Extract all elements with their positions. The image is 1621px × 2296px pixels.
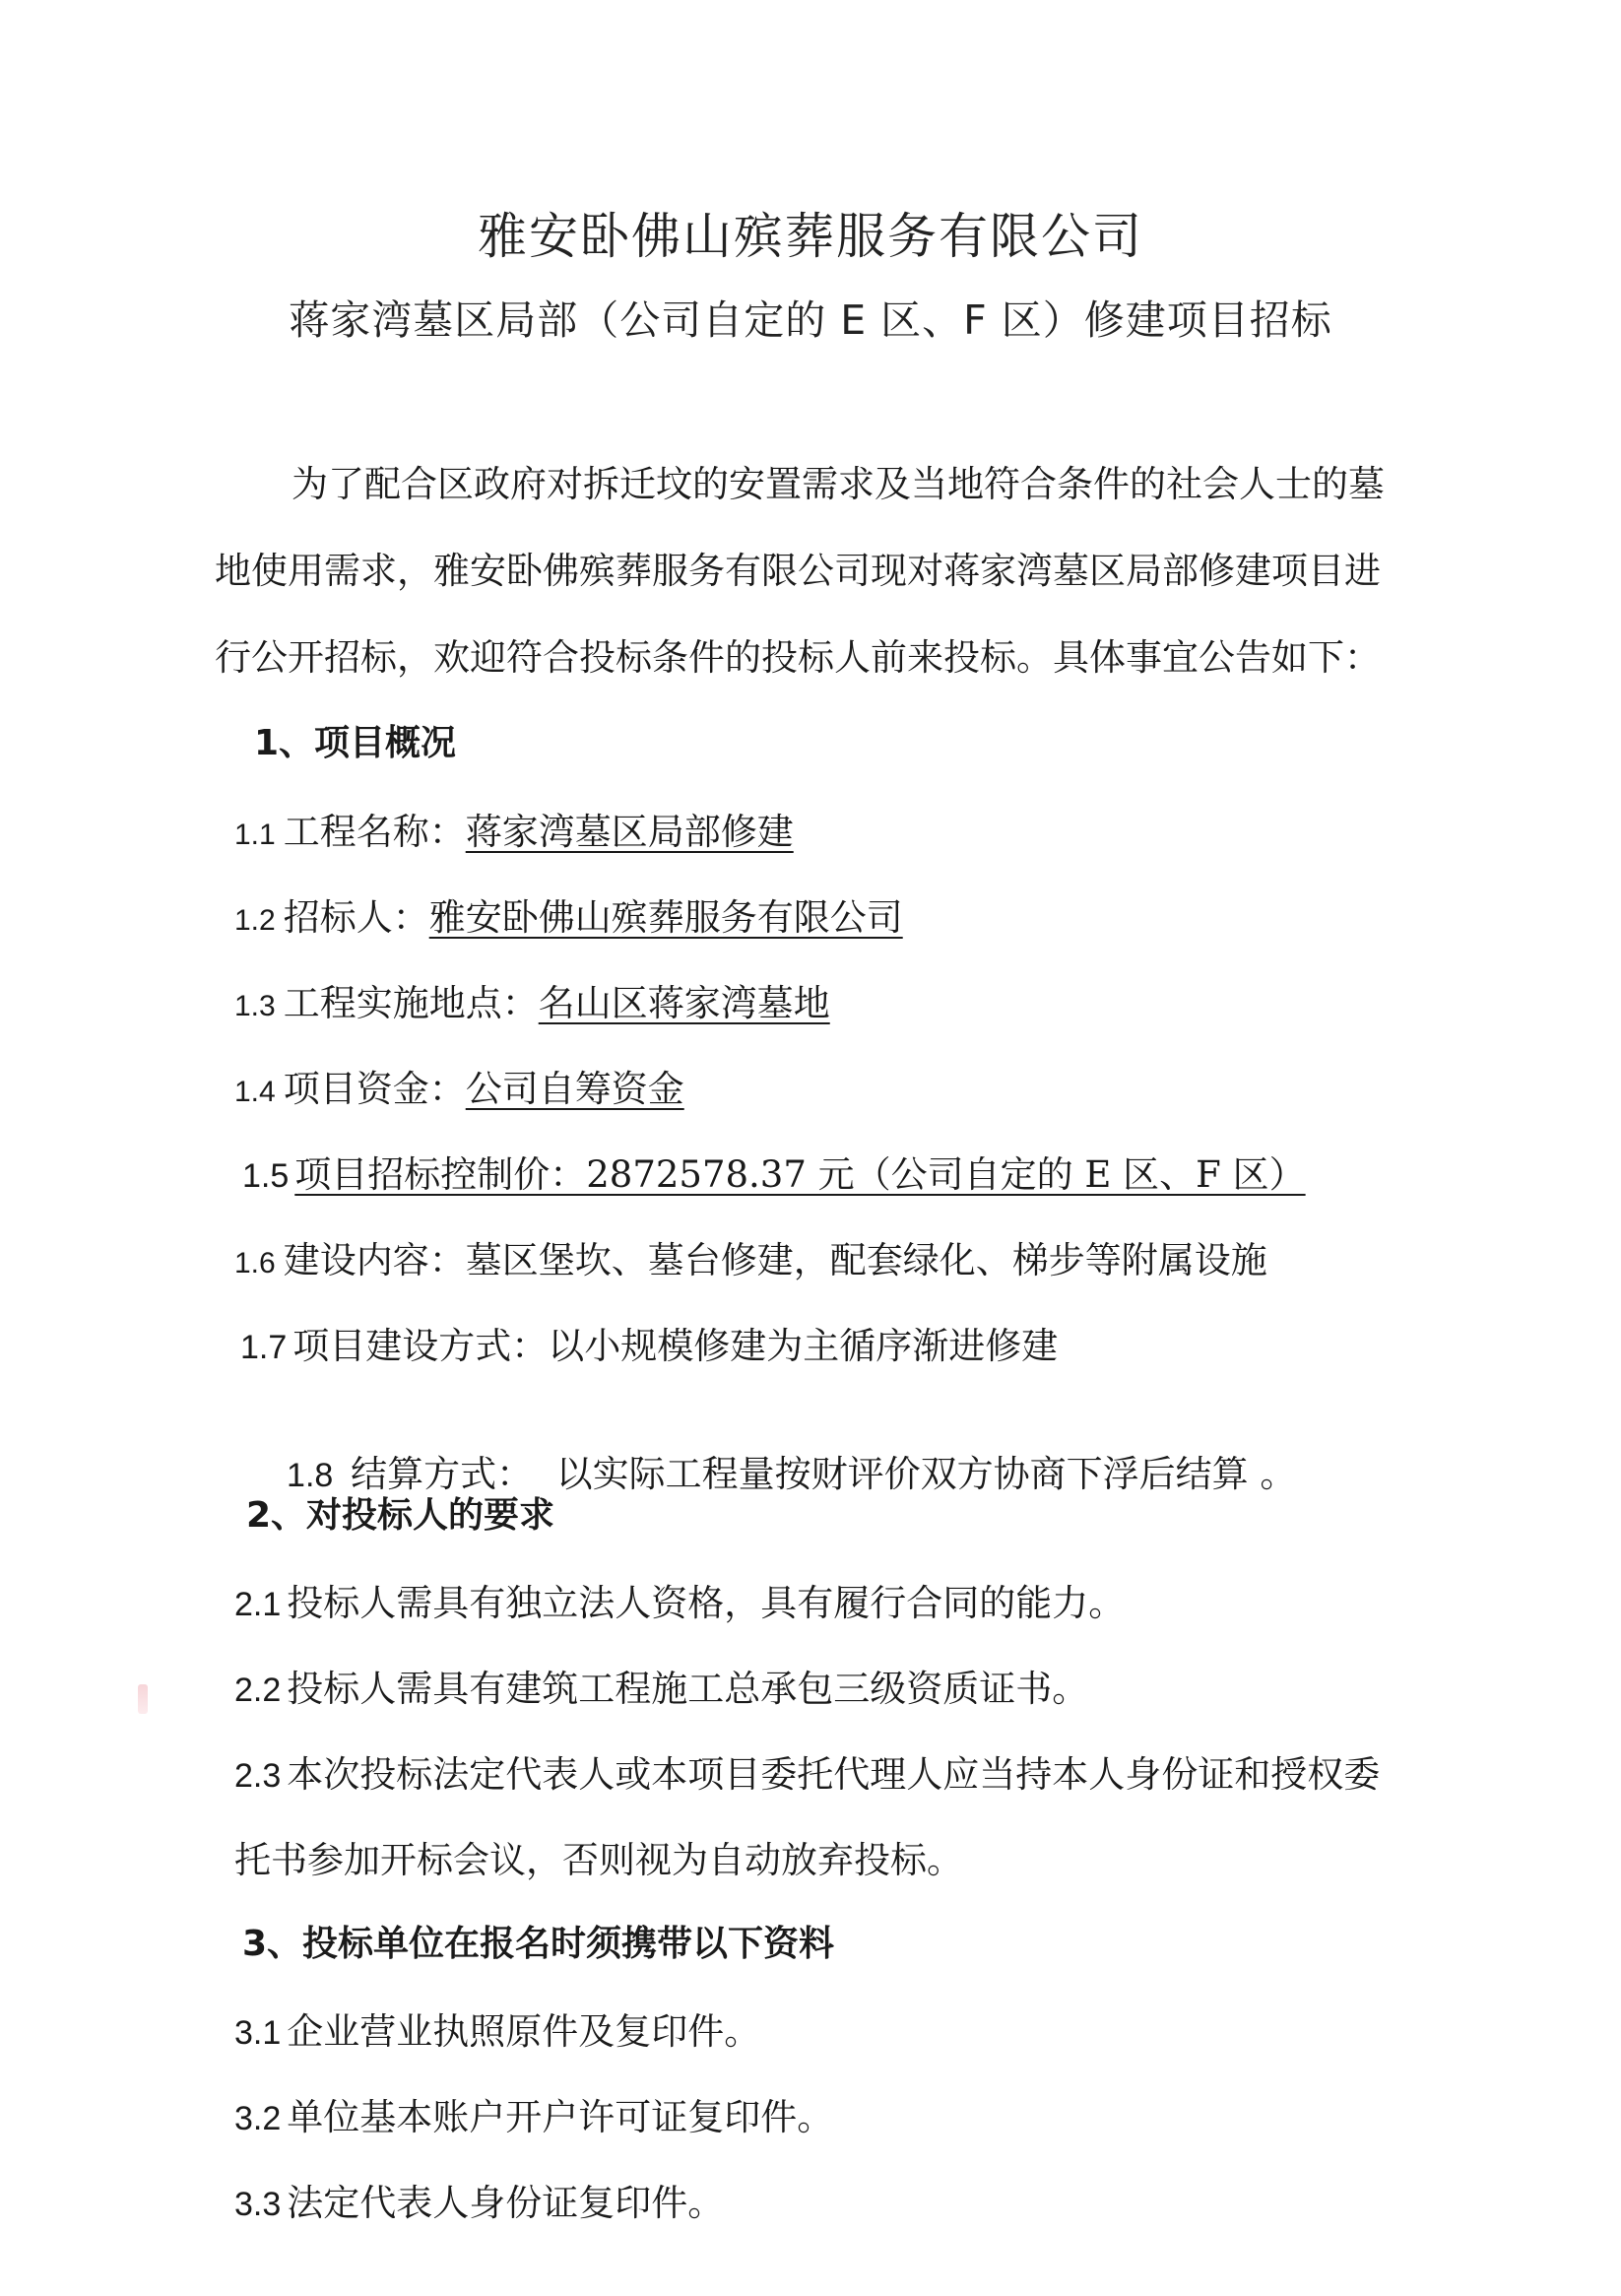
item-number: 3.3 bbox=[234, 2186, 282, 2223]
item-label: 项目建设方式： bbox=[292, 1325, 549, 1367]
item-value: 以实际工程量按财评价双方协商下浮后结算 。 bbox=[533, 1453, 1297, 1495]
item-text: 投标人需具有独立法人资格，具有履行合同的能力。 bbox=[287, 1582, 1126, 1624]
item-number: 1.6 bbox=[234, 1247, 276, 1279]
list-item bbox=[234, 2001, 760, 2055]
item-value: 以小规模修建为主循序渐进修建 bbox=[548, 1325, 1059, 1367]
item-label: 工程名称： bbox=[283, 811, 466, 853]
item-number: 1.4 bbox=[234, 1076, 276, 1108]
item-number: 1.5 bbox=[242, 1157, 290, 1195]
item-number: 3.2 bbox=[234, 2100, 282, 2137]
list-item bbox=[234, 2173, 724, 2226]
item-number: 1.8 bbox=[287, 1457, 334, 1494]
item-text: 本次投标法定代表人或本项目委托代理人应当持本人身份证和授权委 bbox=[287, 1753, 1381, 1796]
list-item bbox=[240, 1316, 1058, 1369]
item-number: 1.2 bbox=[234, 904, 276, 937]
list-item bbox=[234, 1659, 1088, 1712]
item-text: 企业营业执照原件及复印件。 bbox=[287, 2010, 761, 2053]
intro-paragraph bbox=[215, 441, 1436, 701]
list-item bbox=[234, 2087, 833, 2140]
item-value: 项目招标控制价：2872578.37 元（公司自定的 E 区、F 区） bbox=[294, 1153, 1306, 1196]
section-heading: 2、对投标人的要求 bbox=[246, 1495, 555, 1536]
company-title: 雅安卧佛山殡葬服务有限公司 bbox=[478, 208, 1143, 265]
list-item bbox=[234, 1744, 1380, 1798]
item-label: 招标人： bbox=[283, 896, 429, 939]
item-number: 3.1 bbox=[234, 2014, 282, 2052]
item-label: 工程实施地点： bbox=[283, 982, 539, 1024]
scan-speck bbox=[138, 1684, 148, 1714]
item-value: 雅安卧佛山殡葬服务有限公司 bbox=[428, 896, 903, 939]
list-item bbox=[234, 1230, 1267, 1283]
list-item bbox=[234, 973, 830, 1026]
item-number: 2.2 bbox=[234, 1672, 282, 1709]
item-number: 1.7 bbox=[240, 1329, 288, 1366]
list-item bbox=[234, 887, 903, 941]
list-item bbox=[234, 1573, 1125, 1626]
intro-line: 地使用需求，雅安卧佛殡葬服务有限公司现对蒋家湾墓区局部修建项目进 bbox=[215, 550, 1381, 592]
item-number: 1.3 bbox=[234, 990, 276, 1022]
section-heading: 3、投标单位在报名时须携带以下资料 bbox=[242, 1924, 835, 1964]
item-text: 单位基本账户开户许可证复印件。 bbox=[287, 2096, 834, 2138]
intro-line: 为了配合区政府对拆迁坟的安置需求及当地符合条件的社会人士的墓 bbox=[292, 463, 1385, 505]
item-label: 项目资金： bbox=[283, 1068, 466, 1110]
list-item bbox=[242, 1145, 1306, 1198]
item-value: 墓区堡坎、墓台修建，配套绿化、梯步等附属设施 bbox=[465, 1239, 1267, 1281]
item-value: 蒋家湾墓区局部修建 bbox=[465, 811, 794, 853]
item-text: 投标人需具有建筑工程施工总承包三级资质证书。 bbox=[287, 1668, 1089, 1710]
item-value: 公司自筹资金 bbox=[465, 1068, 684, 1110]
item-number: 2.3 bbox=[234, 1757, 282, 1795]
item-text: 法定代表人身份证复印件。 bbox=[287, 2182, 725, 2224]
list-item-continuation: 托书参加开标会议，否则视为自动放弃投标。 bbox=[234, 1839, 963, 1881]
item-number: 2.1 bbox=[234, 1586, 282, 1623]
document-subtitle: 蒋家湾墓区局部（公司自定的 E 区、F 区）修建项目招标 bbox=[289, 296, 1332, 344]
intro-line: 行公开招标，欢迎符合投标条件的投标人前来投标。具体事宜公告如下： bbox=[215, 636, 1381, 679]
item-label: 结算方式： bbox=[339, 1453, 534, 1495]
item-label: 建设内容： bbox=[283, 1239, 466, 1281]
item-number: 1.1 bbox=[234, 819, 276, 851]
list-item bbox=[234, 802, 794, 855]
list-item bbox=[234, 1059, 684, 1112]
item-value: 名山区蒋家湾墓地 bbox=[538, 982, 830, 1024]
section-heading: 1、项目概况 bbox=[254, 723, 457, 763]
